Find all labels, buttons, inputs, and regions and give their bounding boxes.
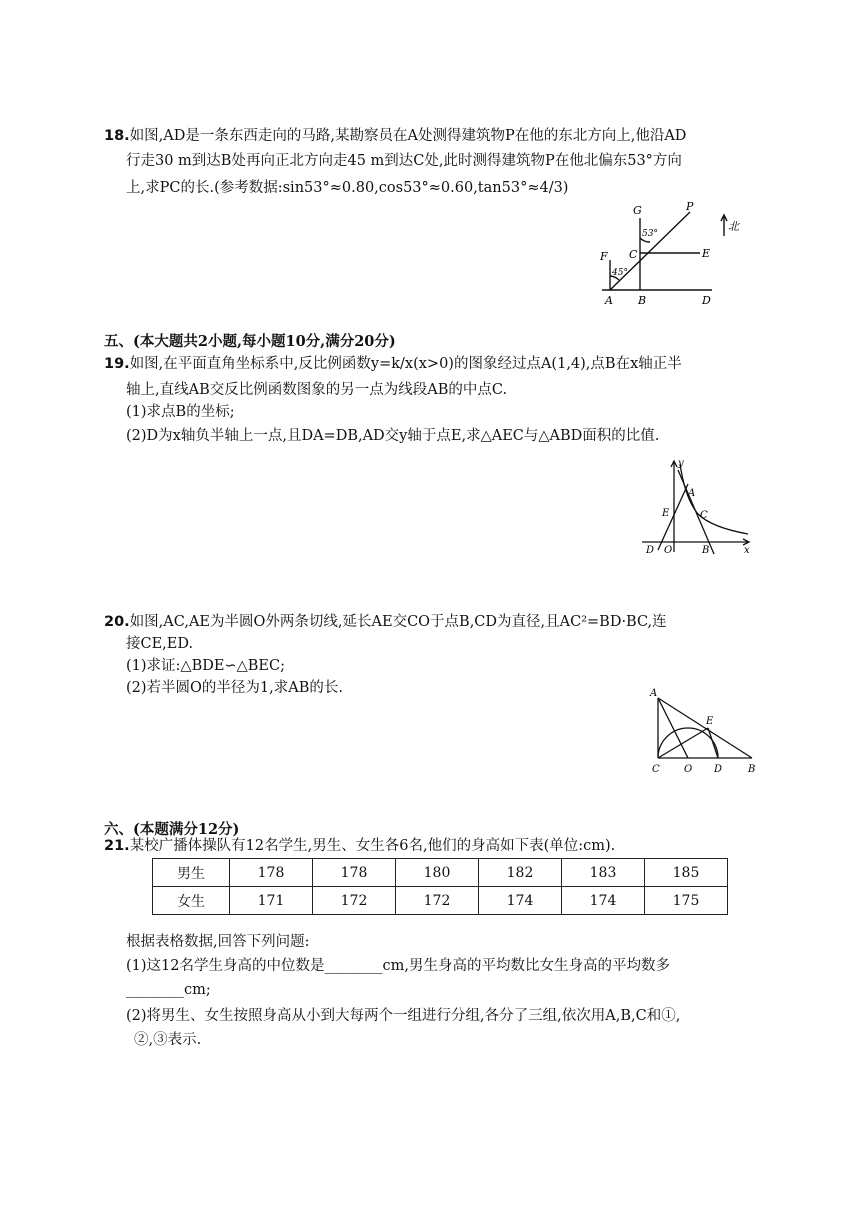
- q18-angle-53: 53°: [642, 229, 658, 239]
- q19-line-1: [104, 354, 682, 374]
- table-cell: 171: [230, 887, 313, 915]
- q18-label-d: D: [702, 294, 711, 307]
- table-row-label: 男生: [153, 859, 230, 887]
- q19-label-d: D: [646, 545, 655, 556]
- q20-part-1: (1)求证:△BDE∽△BEC;: [126, 658, 285, 674]
- q18-label-e: E: [702, 247, 711, 260]
- q20-figure: [644, 682, 764, 778]
- q21-part-1a: (1)这12名学生身高的中位数是________cm,男生身高的平均数比女生身高的平均数多: [126, 958, 670, 974]
- q21-part-2a: (2)将男生、女生按照身高从小到大每两个一组进行分组,各分了三组,依次用A,B,C和①,: [126, 1008, 681, 1024]
- q18-number: 18.: [104, 128, 130, 144]
- table-cell: 174: [562, 887, 645, 915]
- q18-label-g: G: [633, 204, 642, 217]
- table-cell: 172: [396, 887, 479, 915]
- q18-label-a: A: [605, 294, 613, 307]
- table-cell: 178: [230, 859, 313, 887]
- table-row-girls: [153, 887, 728, 915]
- q19-figure: [636, 454, 760, 558]
- table-cell: 182: [479, 859, 562, 887]
- section-6-title: 六、(本题满分12分): [104, 821, 240, 838]
- q19-label-y: y: [678, 458, 684, 469]
- table-cell: 172: [313, 887, 396, 915]
- q20-part-2: (2)若半圆O的半径为1,求AB的长.: [126, 680, 343, 696]
- q19-label-b: B: [702, 545, 710, 556]
- q20-label-d: D: [714, 764, 723, 775]
- q19-number: 19.: [104, 356, 130, 372]
- q20-label-b: B: [748, 764, 756, 775]
- q18-line-2: 行走30 m到达B处再向正北方向走45 m到达C处,此时测得建筑物P在他北偏东53°方向: [126, 153, 682, 169]
- q19-label-a: A: [688, 488, 696, 499]
- table-row-boys: [153, 859, 728, 887]
- table-cell: 180: [396, 859, 479, 887]
- q18-label-p: P: [686, 200, 694, 213]
- table-cell: 183: [562, 859, 645, 887]
- q20-label-a: A: [650, 688, 658, 699]
- q18-label-c: C: [629, 248, 638, 261]
- height-table: [152, 858, 728, 915]
- q21-intro: 某校广播体操队有12名学生,男生、女生各6名,他们的身高如下表(单位:cm).: [129, 838, 616, 854]
- q21-part-1b: ________cm;: [126, 982, 211, 998]
- table-cell: 185: [645, 859, 728, 887]
- q19-label-e: E: [662, 508, 670, 519]
- q21-part-2b: ②,③表示.: [134, 1032, 202, 1048]
- table-cell: 174: [479, 887, 562, 915]
- q20-label-e: E: [706, 716, 714, 727]
- q19-label-x: x: [744, 545, 750, 556]
- q20-text-1: 如图,AC,AE为半圆O外两条切线,延长AE交CO于点B,CD为直径,且AC²=BD·BC,连: [129, 614, 667, 630]
- q18-north-label: 北: [728, 220, 739, 233]
- q21-prompt: 根据表格数据,回答下列问题:: [126, 934, 310, 950]
- q19-label-c: C: [700, 510, 708, 521]
- q20-line-2: 接CE,ED.: [126, 636, 194, 652]
- q20-line-1: [104, 612, 667, 632]
- q18-angle-45: 45°: [612, 268, 628, 278]
- q20-label-o: O: [684, 764, 693, 775]
- q18-line-1: [104, 126, 686, 146]
- q20-label-c: C: [652, 764, 660, 775]
- table-cell: 178: [313, 859, 396, 887]
- table-row-label: 女生: [153, 887, 230, 915]
- q19-part-1: (1)求点B的坐标;: [126, 404, 235, 420]
- section-5-title: 五、(本大题共2小题,每小题10分,满分20分): [104, 333, 396, 350]
- q19-part-2: (2)D为x轴负半轴上一点,且DA=DB,AD交y轴于点E,求△AEC与△ABD面积的比值.: [126, 428, 660, 444]
- q18-label-b: B: [638, 294, 647, 307]
- q20-line-ce: [658, 728, 708, 758]
- q18-line-ap: [610, 212, 690, 290]
- q21-number: 21.: [104, 838, 130, 854]
- q19-label-o: O: [664, 545, 673, 556]
- q19-text-1: 如图,在平面直角坐标系中,反比例函数y=k/x(x>0)的图象经过点A(1,4),点B在x轴正半: [129, 356, 682, 372]
- q18-figure: [588, 196, 778, 314]
- table-cell: 175: [645, 887, 728, 915]
- q18-line-3: 上,求PC的长.(参考数据:sin53°≈0.80,cos53°≈0.60,tan53°≈4/3): [126, 180, 569, 196]
- q19-line-2: 轴上,直线AB交反比例函数图象的另一点为线段AB的中点C.: [126, 382, 508, 398]
- q20-number: 20.: [104, 614, 130, 630]
- q18-label-f: F: [600, 250, 608, 263]
- q21-intro-line: [104, 836, 615, 856]
- q18-text-1: 如图,AD是一条东西走向的马路,某勘察员在A处测得建筑物P在他的东北方向上,他沿AD: [129, 128, 687, 144]
